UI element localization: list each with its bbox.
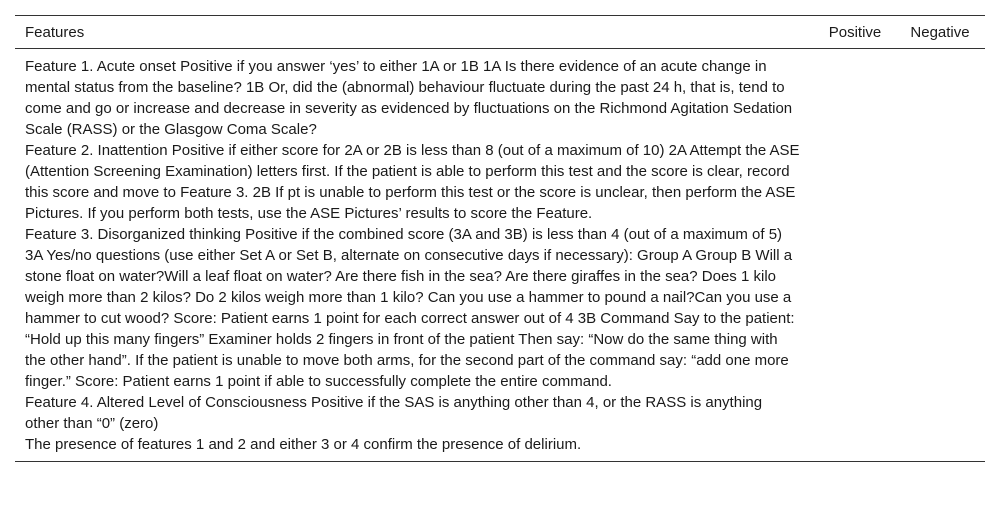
feature-4-negative-cell — [895, 392, 985, 434]
feature-3-cell — [15, 224, 815, 392]
feature-1-cell — [15, 49, 815, 141]
feature-1-positive-cell — [815, 49, 895, 141]
feature-1-negative-cell — [895, 49, 985, 141]
header-positive: Positive — [828, 23, 882, 41]
cam-icu-features-table — [15, 15, 985, 462]
summary-cell — [15, 434, 815, 462]
table-body — [15, 49, 985, 462]
feature-2-negative-cell — [895, 140, 985, 224]
summary-text: The presence of features 1 and 2 and either 3 or 4 confirm the presence of delirium. — [25, 436, 582, 453]
feature-1-text: Feature 1. Acute onset Positive if you answer ‘yes’ to either 1A or 1B 1A Is there evidence of an acute change in mental status from the baseline? 1B Or, did the (abnormal) behaviour fluctuate during the past 24 h, that is, tend to come and go or increase and decrease in severity as evidenced by fluctuations on the Richmond Agitation Sedation Scale (RASS) or the Glasgow Coma Scale? — [25, 58, 793, 138]
feature-3-negative-cell — [895, 224, 985, 392]
header-negative: Negative — [910, 23, 970, 41]
feature-4-cell — [15, 392, 815, 434]
table-row — [15, 224, 985, 392]
feature-4-text: Feature 4. Altered Level of Consciousness Positive if the SAS is anything other than 4, or the RASS is anything other than “0” (zero) — [25, 394, 763, 432]
feature-4-positive-cell — [815, 392, 895, 434]
table-header — [15, 16, 985, 49]
header-row — [15, 16, 985, 49]
header-features: Features — [25, 23, 85, 41]
summary-negative-cell — [895, 434, 985, 462]
feature-3-positive-cell — [815, 224, 895, 392]
cam-icu-table-container — [15, 15, 985, 462]
table-row — [15, 140, 985, 224]
table-row — [15, 49, 985, 141]
table-row — [15, 434, 985, 462]
feature-2-text: Feature 2. Inattention Positive if either score for 2A or 2B is less than 8 (out of a maximum of 10) 2A Attempt the ASE (Attention Screening Examination) letters first. If the patient is able to perform this test and the score is clear, record this score and move to Feature 3. 2B If pt is unable to perform this test or the score is unclear, then perform the ASE Pictures. If you perform both tests, use the ASE Pictures’ results to score the Feature. — [25, 142, 800, 222]
feature-2-cell — [15, 140, 815, 224]
summary-positive-cell — [815, 434, 895, 462]
table-row — [15, 392, 985, 434]
feature-3-text: Feature 3. Disorganized thinking Positive if the combined score (3A and 3B) is less than 4 (out of a maximum of 5) 3A Yes/no questions (use either Set A or Set B, alternate on consecutive days if necessary): Group A Group B Will a stone float on water?Will a leaf float on water? Are there fish in the sea? Are there giraffes in the sea? Does 1 kilo weigh more than 2 kilos? Do 2 kilos weigh more than 1 kilo? Can you use a hammer to pound a nail?Can you use a hammer to cut wood? Score: Patient earns 1 point for each correct answer out of 4 3B Command Say to the patient: “Hold up this many fingers” Examiner holds 2 fingers in front of the patient Then say: “Now do the same thing with the other hand”. If the patient is unable to move both arms, for the second part of the command say: “add one more finger.” Score: Patient earns 1 point if able to successfully complete the entire command. — [25, 226, 795, 390]
feature-2-positive-cell — [815, 140, 895, 224]
